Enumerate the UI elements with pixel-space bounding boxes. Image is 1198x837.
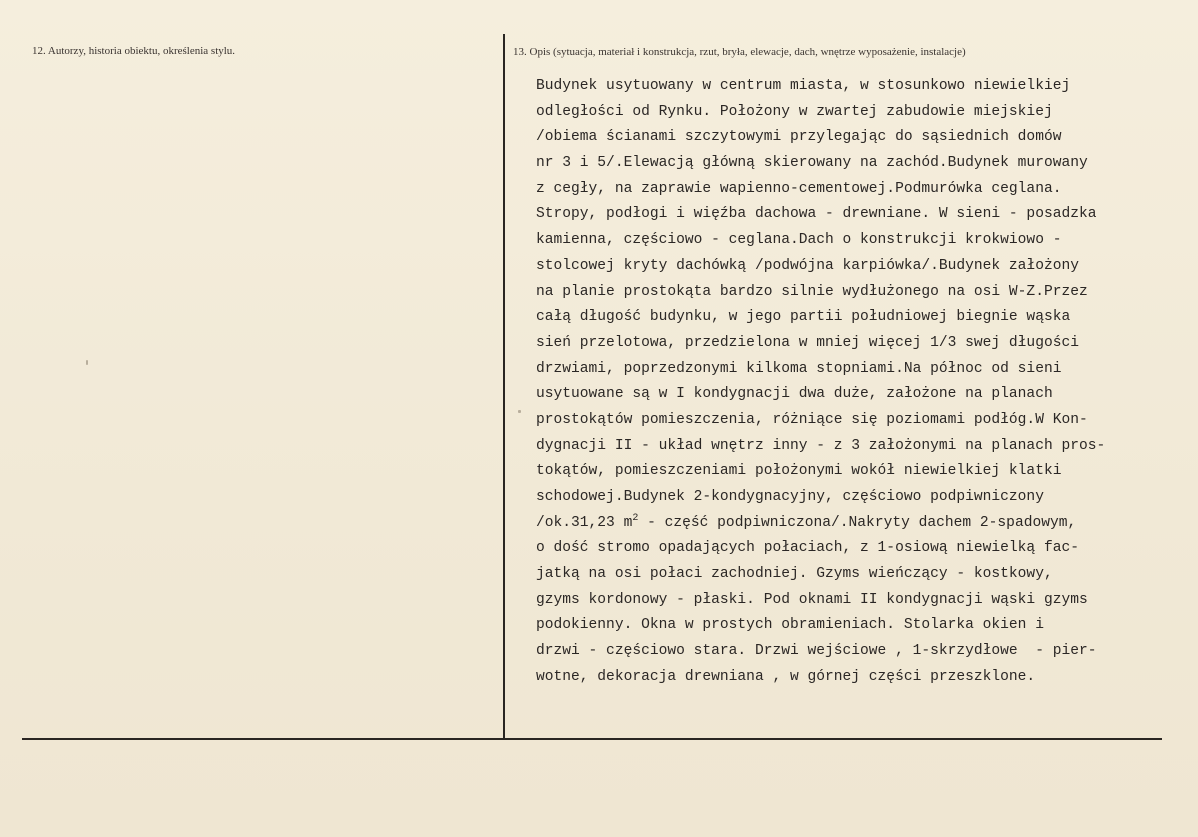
text-line: sień przelotowa, przedzielona w mniej więcej 1/3 swej długości [536, 334, 1079, 351]
text-line: /obiema ścianami szczytowymi przylegając do sąsiednich domów [536, 129, 1062, 146]
text-line: na planie prostokąta bardzo silnie wydłużonego na osi W-Z.Przez [536, 283, 1088, 300]
text-line-with-superscript [536, 511, 1176, 537]
text-line: schodowej.Budynek 2-kondygnacyjny, częściowo podpiwniczony [536, 489, 1044, 505]
text-line: usytuowane są w I kondygnacji dwa duże, założone na planach [536, 386, 1053, 403]
text-fragment: - część podpiwniczona/.Nakryty dachem 2-spadowym, [638, 514, 1077, 531]
text-line: podokienny. Okna w prostych obramieniach. Stolarka okien i [536, 617, 1044, 634]
text-line: nr 3 i 5/.Elewacją główną skierowany na zachód.Budynek murowany [536, 155, 1088, 172]
paper-speck [518, 410, 521, 413]
column-divider [503, 34, 505, 738]
text-line: drzwiami, poprzedzonymi kilkoma stopniami.Na północ od sieni [536, 360, 1062, 377]
text-line: jatką na osi połaci zachodniej. Gzyms wieńczący - kostkowy, [536, 566, 1053, 583]
text-line: z cegły, na zaprawie wapienno-cementowej.Podmurówka ceglana. [536, 180, 1062, 197]
text-line: całą długość budynku, w jego partii południowej biegnie wąska [536, 309, 1071, 326]
text-line: dygnacji II - układ wnętrz inny - z 3 założonymi na planach pros- [536, 437, 1106, 454]
text-line: stolcowej kryty dachówką /podwójna karpiówka/.Budynek założony [536, 257, 1079, 274]
text-line: gzyms kordonowy - płaski. Pod oknami II kondygnacji wąski gzyms [536, 591, 1088, 608]
section-12-label: 12. Autorzy, historia obiektu, określenia stylu. [32, 45, 236, 57]
superscript: 2 [632, 512, 639, 524]
text-line: drzwi - częściowo stara. Drzwi wejściowe , 1-skrzydłowe - pier- [536, 643, 1097, 660]
text-line: Budynek usytuowany w centrum miasta, w stosunkowo niewielkiej [536, 78, 1071, 94]
bottom-rule [22, 738, 1162, 740]
paper-speck [86, 360, 88, 365]
text-line: kamienna, częściowo - ceglana.Dach o konstrukcji krokwiowo - [536, 232, 1062, 249]
section-13-label: 13. Opis (sytuacja, materiał i konstrukcja, rzut, bryła, elewacje, dach, wnętrze wyposażenie, instalacje) [513, 46, 966, 58]
text-line: prostokątów pomieszczenia, różniące się poziomami podłóg.W Kon- [536, 411, 1088, 428]
text-line: wotne, dekoracja drewniana , w górnej części przeszklone. [536, 668, 1036, 685]
text-line: odległości od Rynku. Położony w zwartej zabudowie miejskiej [536, 103, 1053, 120]
text-fragment: /ok.31,23 m [536, 514, 633, 531]
text-line: o dość stromo opadających połaciach, z 1-osiową niewielką fac- [536, 540, 1079, 557]
text-line: tokątów, pomieszczeniami położonymi wokół niewielkiej klatki [536, 463, 1062, 480]
description-text [536, 74, 1176, 691]
text-line: Stropy, podłogi i więźba dachowa - drewniane. W sieni - posadzka [536, 206, 1097, 223]
